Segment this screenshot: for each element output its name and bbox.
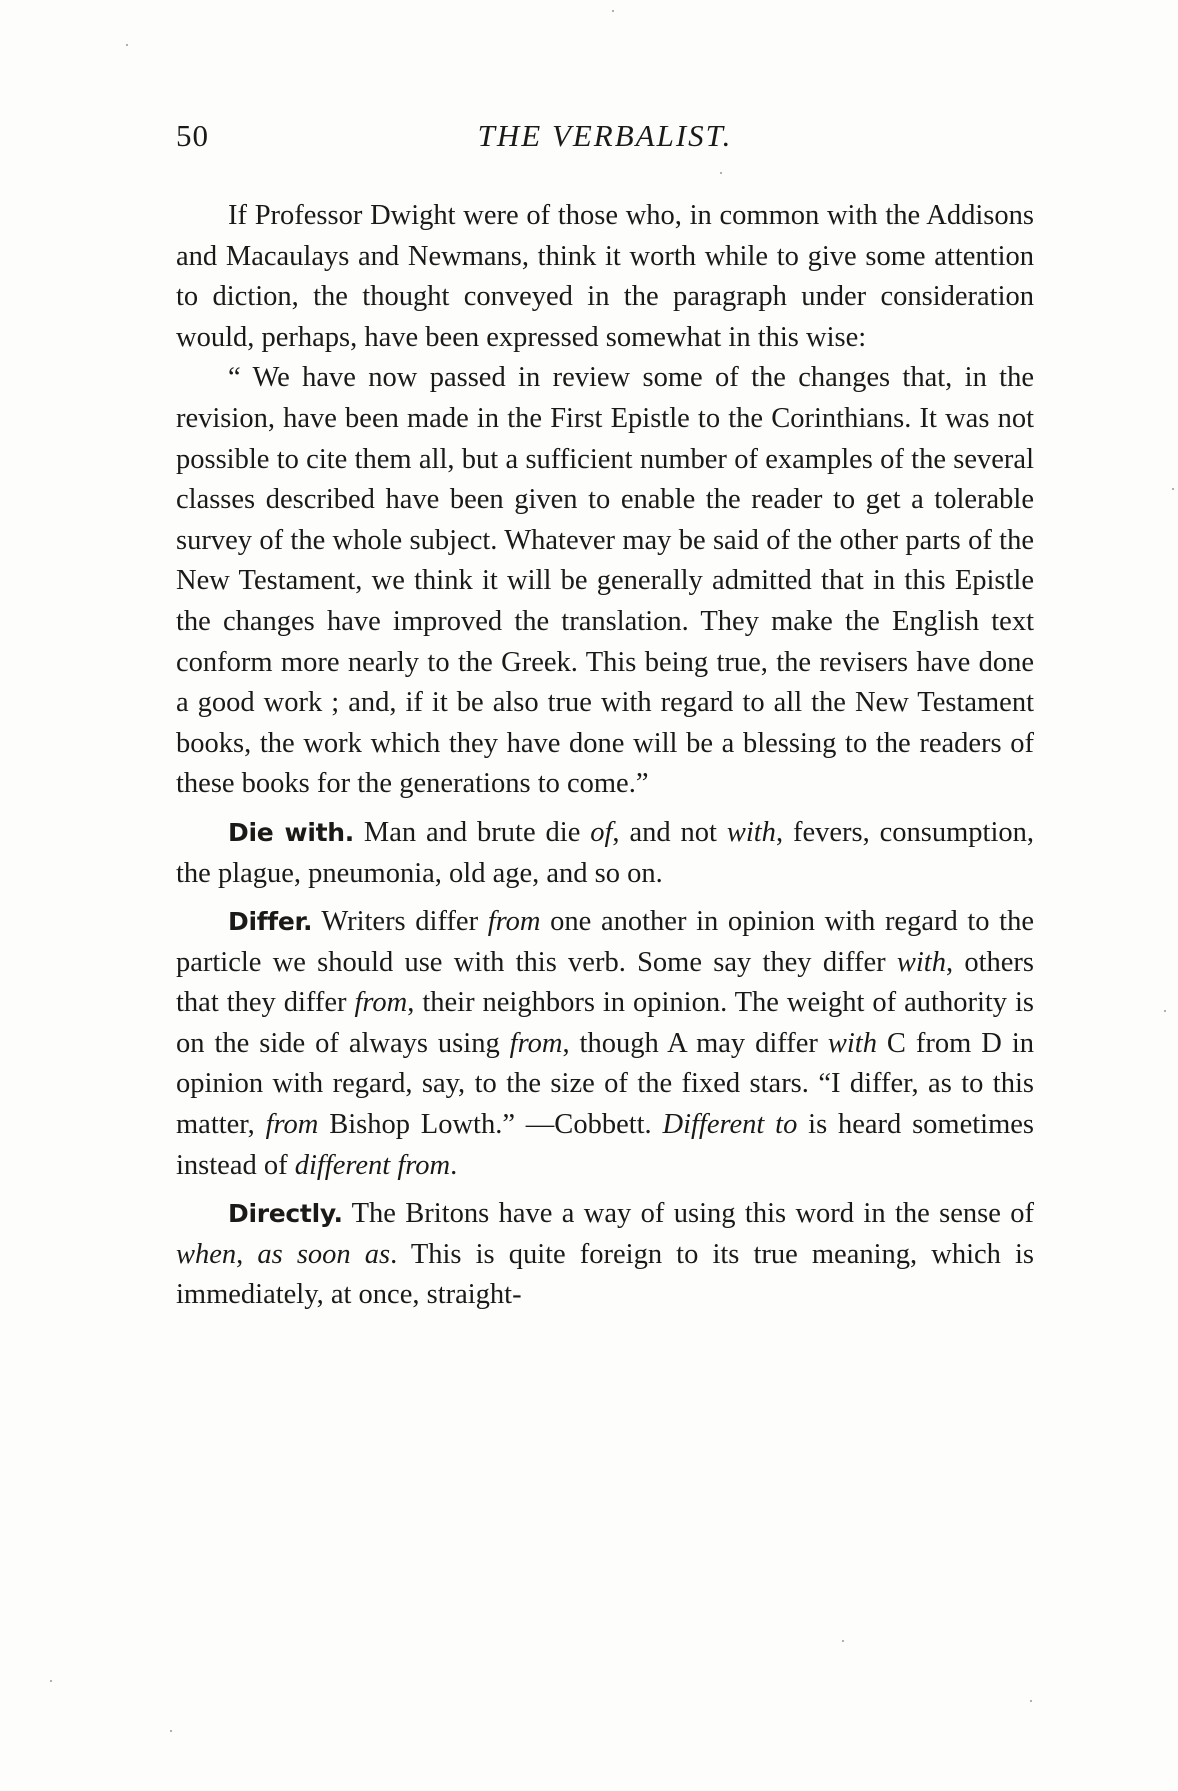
italic-term: with [726, 816, 776, 848]
entry-text: , [236, 1238, 258, 1270]
italic-term: with [827, 1027, 877, 1059]
paper-speck [612, 10, 614, 12]
paper-speck [1030, 1700, 1032, 1702]
paper-speck [50, 1680, 52, 1682]
entry-text: Man and brute die [353, 816, 591, 848]
paper-speck [842, 1640, 844, 1642]
paragraph-dwight-intro: If Professor Dwight were of those who, in common with the Addisons and Macaulays and Newmans, think it worth while to give some attention to diction, the thought conveyed in the paragraph under consideration would, perhaps, have been expressed somewhat in this wise: [176, 200, 1034, 353]
page-header [176, 118, 1034, 162]
entry-directly [176, 1194, 1034, 1316]
headword-die-with: Die with. [228, 817, 354, 847]
italic-term: as soon as [257, 1238, 391, 1270]
headword-directly: Directly. [228, 1199, 343, 1229]
italic-term: with [896, 946, 946, 978]
entry-text: , fevers, consumption, the plague, pneumonia, old age, and so on. [176, 816, 1034, 889]
entry-text: Writers differ [312, 906, 488, 938]
entry-differ [176, 902, 1034, 1186]
paper-speck [1164, 1010, 1166, 1012]
body-text [176, 196, 1034, 1316]
italic-term: when [176, 1238, 237, 1270]
italic-term: of [590, 816, 613, 848]
paper-speck [1172, 488, 1174, 490]
running-title: THE VERBALIST. [477, 118, 733, 153]
headword-differ: Differ. [228, 907, 313, 937]
entry-text: , their neighbors in opinion. The weight of authority is on the side of always using [176, 987, 1034, 1059]
entry-text: is heard sometimes instead of [176, 1109, 1034, 1181]
entry-text: one another in opinion with regard to the particle we should use with this verb. Some say they differ [176, 906, 1034, 978]
italic-term: from [509, 1027, 563, 1059]
entry-text: , and not [612, 816, 727, 848]
entry-text: , others that they differ [176, 946, 1034, 1019]
italic-term: from [265, 1109, 319, 1141]
paper-speck [720, 172, 722, 174]
entry-text: . This is quite foreign to its true meaning, which is immediately, at once, straight- [176, 1238, 1034, 1311]
entry-die-with [176, 813, 1034, 894]
italic-term: different from [294, 1149, 451, 1181]
entry-text: . [450, 1149, 458, 1181]
entry-text: The Britons have a way of using this word in the sense of [342, 1198, 1034, 1230]
paper-speck [126, 44, 128, 46]
paper-speck [170, 1730, 172, 1732]
italic-term: from [354, 987, 408, 1019]
entry-text: C from D in opinion with regard, say, to the size of the fixed stars. “I differ, as to this matter, [176, 1027, 1034, 1141]
page-number: 50 [176, 118, 209, 153]
entry-text: Bishop Lowth.” —Cobbett. [318, 1109, 663, 1141]
italic-term: from [487, 906, 541, 938]
italic-term: Different to [662, 1109, 798, 1141]
paragraph-quotation: “ We have now passed in review some of the changes that, in the revision, have been made in the First Epistle to the Corinthians. It was not possible to cite them all, but a sufficient number of examples of the several classes described have been given to enable the reader to get a tolerable survey of the whole subject. Whatever may be said of the other parts of the New Testament, we think it will be generally admitted that in this Epistle the changes have improved the translation. They make the English text conform more nearly to the Greek. This being true, the revisers have done a good work ; and, if it be also true with regard to all the New Testament books, the work which they have done will be a blessing to the readers of these books for the generations to come.” [176, 362, 1034, 800]
entry-text: , though A may differ [562, 1027, 828, 1059]
